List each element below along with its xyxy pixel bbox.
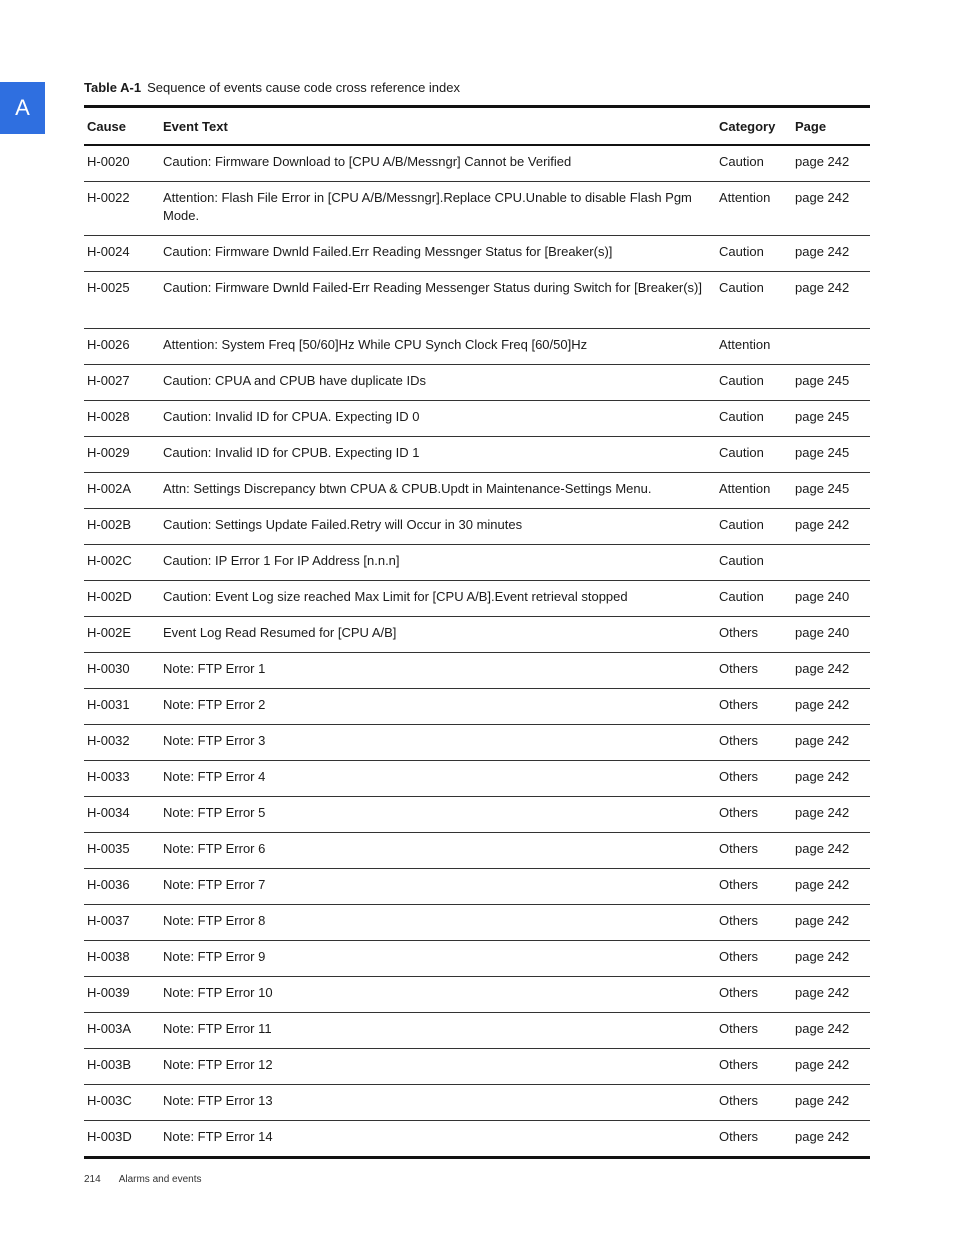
table-row [84,1013,870,1049]
cell-page: page 245 [792,401,870,437]
cell-cause: H-0035 [84,833,160,869]
cell-category: Others [716,905,792,941]
cell-event-text: Note: FTP Error 10 [160,977,716,1013]
column-header-page: Page [792,107,870,146]
cell-page: page 242 [792,653,870,689]
cell-event-text: Caution: Event Log size reached Max Limit for [CPU A/B].Event retrieval stopped [160,581,716,617]
cell-page: page 242 [792,1049,870,1085]
cell-category: Caution [716,545,792,581]
cell-category: Others [716,725,792,761]
cell-page: page 242 [792,977,870,1013]
cell-page: page 242 [792,905,870,941]
cell-page: page 242 [795,1129,850,1144]
table-row [84,869,870,905]
cell-category: Others [716,941,792,977]
cell-cause: H-0036 [84,869,160,905]
cell-page: page 240 [792,617,870,653]
table-row [84,941,870,977]
cell-cause: H-0039 [84,977,160,1013]
cause-code-table [84,105,870,1159]
cell-page: page 242 [792,689,870,725]
section-tab-a: A [0,82,45,134]
cell-category: Others [716,617,792,653]
table-row [84,365,870,401]
cell-event-text: Note: FTP Error 3 [160,725,716,761]
table-caption-label: Table A-1 [84,80,142,95]
cell-category: Others [716,797,792,833]
footer-section-title: Alarms and events [118,1174,202,1185]
column-header-category: Category [716,107,792,146]
cell-cause: H-003C [84,1085,160,1121]
cell-cause: H-0037 [84,905,160,941]
table-row [84,329,870,365]
table-row [84,725,870,761]
cell-page: page 242 [792,761,870,797]
table-row [84,1085,870,1121]
table-row [84,797,870,833]
cell-event-text: Event Log Read Resumed for [CPU A/B] [160,617,716,653]
cell-category: Others [716,653,792,689]
cell-cause: H-002D [84,581,160,617]
cell-category: Caution [716,272,792,329]
column-header-event-text: Event Text [160,107,716,146]
cell-page: page 242 [792,182,870,236]
cell-cause: H-0033 [84,761,160,797]
cell-cause: H-0027 [84,365,160,401]
cell-page: page 245 [792,473,870,509]
cell-event-text: Note: FTP Error 4 [160,761,716,797]
table-row [84,689,870,725]
page-footer [84,1174,202,1185]
cell-cause: H-003B [84,1049,160,1085]
footer-page-number: 214 [84,1174,101,1185]
table-row [84,437,870,473]
cell-cause: H-0031 [84,689,160,725]
cell-page: page 242 [792,725,870,761]
cell-event-text: Caution: Firmware Dwnld Failed-Err Reading Messenger Status during Switch for [Breaker(s)] [160,272,716,329]
cell-cause: H-0034 [84,797,160,833]
cell-event-text: Caution: Firmware Download to [CPU A/B/Messngr] Cannot be Verified [160,145,716,182]
cell-category: Caution [716,509,792,545]
table-row [84,401,870,437]
cell-event-text: Note: FTP Error 2 [160,689,716,725]
cell-cause: H-0026 [84,329,160,365]
cell-event-text: Attn: Settings Discrepancy btwn CPUA & CPUB.Updt in Maintenance-Settings Menu. [160,473,716,509]
cell-event-text: Caution: CPUA and CPUB have duplicate IDs [160,365,716,401]
cell-event-text: Note: FTP Error 5 [160,797,716,833]
cell-page [792,329,870,365]
table-row [84,653,870,689]
table-row [84,236,870,272]
cell-category: Caution [716,437,792,473]
table-row [84,272,870,329]
cell-event-text: Caution: Settings Update Failed.Retry will Occur in 30 minutes [160,509,716,545]
table-row [84,761,870,797]
cell-category: Caution [716,145,792,182]
table-row [84,833,870,869]
cell-cause: H-0032 [84,725,160,761]
table-row [84,145,870,182]
cell-cause: H-0020 [84,145,160,182]
cell-page: page 242 [792,1085,870,1121]
cell-cause: H-0038 [84,941,160,977]
cell-event-text: Caution: Invalid ID for CPUB. Expecting ID 1 [160,437,716,473]
cell-category: Caution [716,401,792,437]
cell-event-text: Attention: Flash File Error in [CPU A/B/Messngr].Replace CPU.Unable to disable Flash Pgm Mode. [160,182,716,236]
cell-category: Others [719,1129,759,1144]
cell-page: page 242 [792,236,870,272]
cell-cause: H-0022 [84,182,160,236]
table-header-row [84,107,870,146]
table-caption [84,80,460,95]
cell-category: Attention [716,182,792,236]
cell-page: page 242 [792,869,870,905]
table-row [84,473,870,509]
cell-category: Caution [716,236,792,272]
cell-cause: H-0024 [84,236,160,272]
table-row [84,182,870,236]
cell-event-text: Note: FTP Error 12 [160,1049,716,1085]
cell-page: page 242 [792,797,870,833]
table-row [84,905,870,941]
cell-category: Others [716,761,792,797]
table-row [84,1121,870,1158]
cell-category: Caution [716,581,792,617]
cell-event-text: Note: FTP Error 7 [160,869,716,905]
cell-cause: H-0028 [84,401,160,437]
cell-event-text: Note: FTP Error 14 [163,1129,273,1144]
cell-category: Others [716,1085,792,1121]
cell-cause: H-002A [84,473,160,509]
cell-event-text: Caution: IP Error 1 For IP Address [n.n.n] [160,545,716,581]
cell-category: Others [716,869,792,905]
cell-event-text: Note: FTP Error 11 [160,1013,716,1049]
cell-event-text: Note: FTP Error 6 [160,833,716,869]
table-caption-text: Sequence of events cause code cross reference index [147,80,460,95]
cell-category: Others [716,977,792,1013]
cell-page: page 242 [792,272,870,329]
table-row [84,509,870,545]
cell-event-text: Note: FTP Error 9 [160,941,716,977]
cell-cause: H-002E [84,617,160,653]
cell-page: page 242 [792,145,870,182]
cell-category: Others [716,833,792,869]
cell-page: page 245 [792,437,870,473]
cell-cause: H-003D [87,1129,132,1144]
table-row [84,1049,870,1085]
cell-event-text: Caution: Firmware Dwnld Failed.Err Reading Messnger Status for [Breaker(s)] [160,236,716,272]
cell-page: page 242 [792,1013,870,1049]
cell-event-text: Note: FTP Error 13 [160,1085,716,1121]
cell-page [792,545,870,581]
cell-category: Others [716,1049,792,1085]
column-header-cause: Cause [84,107,160,146]
cell-category: Others [716,1013,792,1049]
table-row [84,617,870,653]
cell-page: page 240 [792,581,870,617]
cell-event-text: Attention: System Freq [50/60]Hz While CPU Synch Clock Freq [60/50]Hz [160,329,716,365]
table-body [84,145,870,1158]
cell-page: page 242 [792,941,870,977]
cell-category: Caution [716,365,792,401]
cell-cause: H-0029 [84,437,160,473]
cause-code-table-container [84,105,870,1159]
cell-cause: H-003A [84,1013,160,1049]
cell-category: Attention [716,473,792,509]
table-row [84,977,870,1013]
cell-event-text: Caution: Invalid ID for CPUA. Expecting ID 0 [160,401,716,437]
cell-page: page 245 [792,365,870,401]
cell-category: Attention [716,329,792,365]
cell-event-text: Note: FTP Error 1 [160,653,716,689]
cell-cause: H-0025 [84,272,160,329]
cell-category: Others [716,689,792,725]
table-row [84,545,870,581]
cell-cause: H-0030 [84,653,160,689]
cell-cause: H-002B [84,509,160,545]
cell-event-text: Note: FTP Error 8 [160,905,716,941]
cell-cause: H-002C [84,545,160,581]
table-row [84,581,870,617]
cell-page: page 242 [792,509,870,545]
cell-page: page 242 [792,833,870,869]
